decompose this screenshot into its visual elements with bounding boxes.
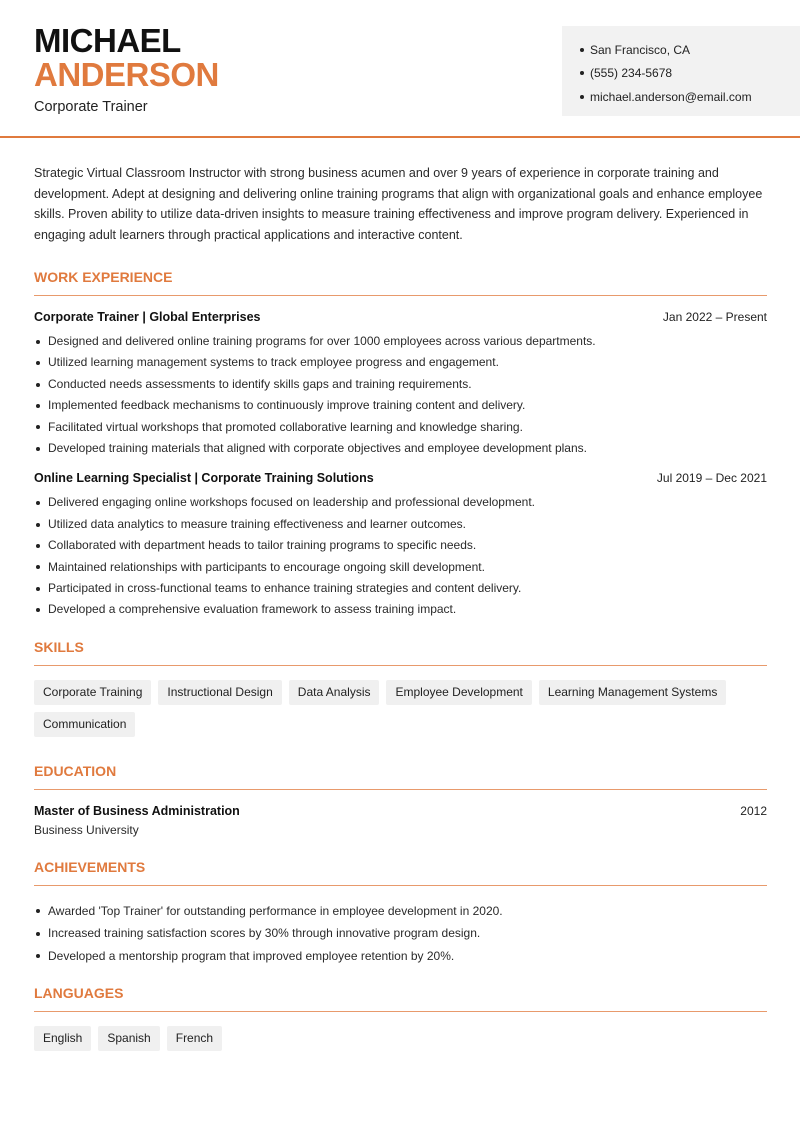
list-item [34, 417, 767, 438]
bullet-icon [36, 404, 40, 408]
contact-phone [580, 62, 800, 86]
job-dates: Jul 2019 – Dec 2021 [656, 471, 767, 486]
bullet-icon [36, 447, 40, 451]
education-entry [34, 804, 767, 837]
bullet-icon [36, 361, 40, 365]
bullet-icon [36, 340, 40, 344]
skill-chip: Employee Development [386, 680, 531, 705]
bullet-icon [36, 932, 40, 936]
bullet-icon [36, 544, 40, 548]
language-chip: English [34, 1026, 91, 1051]
list-item [34, 535, 767, 556]
resume-header [0, 0, 800, 138]
contact-email [580, 85, 800, 109]
phone-text: (555) 234-5678 [590, 66, 673, 81]
job-role: Corporate Trainer | Global Enterprises [34, 310, 261, 324]
section-title-achievements: ACHIEVEMENTS [34, 859, 767, 886]
resume-content [34, 163, 767, 1051]
list-item [34, 374, 767, 395]
bullet-text: Conducted needs assessments to identify skills gaps and training requirements. [48, 376, 472, 391]
achievements-list [34, 900, 767, 968]
list-item [34, 438, 767, 459]
bullet-text: Facilitated virtual workshops that promoted collaborative learning and knowledge sharing. [48, 419, 523, 434]
bullet-icon [36, 383, 40, 387]
list-item [34, 578, 767, 599]
achievement-text: Increased training satisfaction scores by 30% through innovative program design. [48, 926, 481, 941]
email-text: michael.anderson@email.com [590, 89, 752, 104]
bullet-text: Implemented feedback mechanisms to continuously improve training content and delivery. [48, 398, 526, 413]
skill-chip: Communication [34, 712, 135, 737]
job-header [34, 471, 767, 485]
job-dates: Jan 2022 – Present [662, 310, 767, 324]
bullet-text: Delivered engaging online workshops focused on leadership and professional development. [48, 495, 535, 510]
bullet-text: Developed training materials that aligned with corporate objectives and employee development plans. [48, 441, 587, 456]
bullet-icon [580, 95, 584, 99]
skills-list [34, 680, 767, 737]
list-item [34, 492, 767, 513]
bullet-icon [36, 909, 40, 913]
education-header [34, 804, 767, 818]
language-chip: Spanish [98, 1026, 159, 1051]
education-school: Business University [34, 822, 139, 837]
bullet-text: Maintained relationships with participants to encourage ongoing skill development. [48, 559, 485, 574]
bullet-icon [36, 501, 40, 505]
list-item [34, 945, 767, 968]
bullet-text: Utilized learning management systems to track employee progress and engagement. [48, 355, 499, 370]
bullet-icon [36, 954, 40, 958]
summary: Strategic Virtual Classroom Instructor with strong business acumen and over 9 years of experience in corporate training and development. Adept at designing and delivering online training programs that align with organizational goals and enhance employee skills. Proven ability to utilize data-driven insights to measure training effectiveness and improve program delivery. Experienced in engaging adult learners through practical applications and interactive content. [34, 166, 763, 242]
bullet-icon [36, 523, 40, 527]
section-title-skills: SKILLS [34, 639, 767, 666]
achievement-text: Developed a mentorship program that improved employee retention by 20%. [48, 948, 455, 963]
list-item [34, 514, 767, 535]
job-bullets [34, 331, 767, 459]
education-year: 2012 [740, 803, 767, 818]
bullet-icon [36, 425, 40, 429]
list-item [34, 922, 767, 945]
bullet-text: Utilized data analytics to measure training effectiveness and learner outcomes. [48, 516, 467, 531]
job-role: Online Learning Specialist | Corporate Training Solutions [34, 471, 374, 486]
language-chip: French [167, 1026, 222, 1051]
skill-chip: Instructional Design [158, 680, 281, 705]
skill-chip: Data Analysis [289, 680, 380, 705]
bullet-icon [36, 608, 40, 612]
job-bullets [34, 492, 767, 620]
skill-chip: Learning Management Systems [539, 680, 726, 705]
list-item [34, 900, 767, 923]
skill-chip: Corporate Training [34, 680, 151, 705]
section-title-education: EDUCATION [34, 763, 767, 790]
list-item [34, 352, 767, 373]
section-title-languages: LANGUAGES [34, 985, 767, 1012]
contact-box [562, 26, 800, 116]
job-title: Corporate Trainer [34, 99, 148, 115]
section-title-work: WORK EXPERIENCE [34, 269, 767, 296]
bullet-icon [580, 48, 584, 52]
bullet-text: Developed a comprehensive evaluation framework to assess training impact. [48, 602, 457, 617]
bullet-text: Designed and delivered online training programs for over 1000 employees across various departments. [48, 334, 596, 348]
contact-location [580, 38, 800, 62]
bullet-icon [36, 565, 40, 569]
list-item [34, 599, 767, 620]
bullet-text: Collaborated with department heads to tailor training programs to specific needs. [48, 538, 477, 553]
bullet-icon [36, 587, 40, 591]
location-text: San Francisco, CA [590, 42, 691, 57]
achievement-text: Awarded 'Top Trainer' for outstanding performance in employee development in 2020. [48, 903, 503, 918]
job-entry [34, 310, 767, 459]
education-degree: Master of Business Administration [34, 803, 240, 818]
bullet-icon [580, 71, 584, 75]
first-name: MICHAEL [34, 22, 181, 59]
job-header [34, 310, 767, 324]
languages-list [34, 1026, 767, 1051]
list-item [34, 331, 767, 352]
bullet-text: Participated in cross-functional teams to enhance training strategies and content delivery. [48, 581, 522, 596]
job-entry [34, 471, 767, 620]
last-name: ANDERSON [34, 56, 219, 93]
list-item [34, 395, 767, 416]
list-item [34, 557, 767, 578]
